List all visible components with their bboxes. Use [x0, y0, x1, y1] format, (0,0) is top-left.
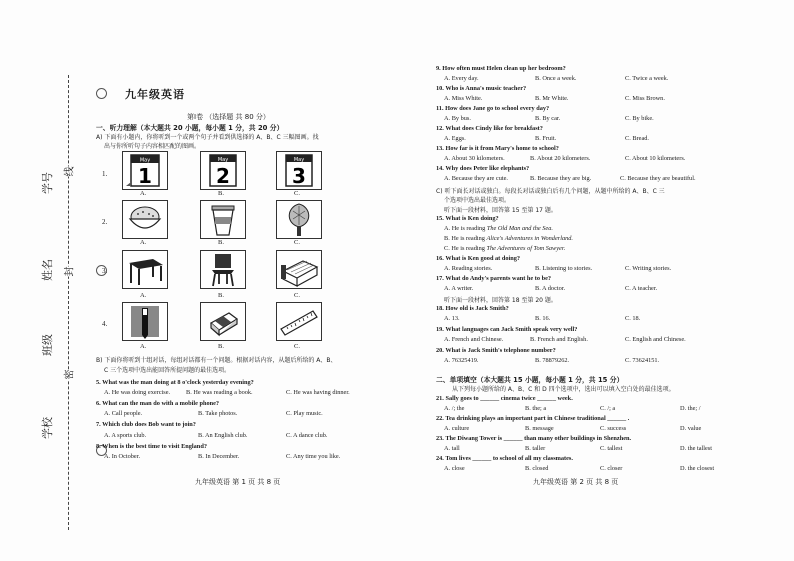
instruction-a-line2: 出与你所听句子内容相匹配的图画。	[104, 143, 201, 150]
calendar-may-1-picture	[122, 151, 168, 190]
q15-option-a: A. He is reading The Old Man and the Sea.	[444, 225, 553, 232]
q23-option-a: A. tall	[444, 445, 460, 452]
question-8: 8. When is the best time to visit England?	[96, 443, 207, 450]
picture-row-number: 3.	[102, 267, 108, 275]
option-b-label: B.	[218, 190, 224, 197]
question-16: 16. What is Ken good at doing?	[436, 255, 521, 262]
listening-heading: 一、听力理解（本大题共 20 小题，每小题 1 分，共 20 分）	[96, 124, 284, 132]
q23-option-d: D. the tallest	[680, 445, 713, 452]
single-choice-heading: 二、单项填空（本大题共 15 小题，每小题 1 分，共 15 分）	[436, 376, 624, 384]
table-picture	[122, 250, 168, 289]
q14-option-b: B. Because they are big.	[530, 175, 592, 182]
instruction-b-line1: B) 下面你将听到十组对话，每组对话都有一个问题。根据对话内容，从题后所给的 A、B、	[96, 357, 337, 364]
option-b-label: B.	[218, 343, 224, 350]
q19-option-a: A. French and Chinese.	[444, 336, 504, 343]
calendar-month: May	[293, 157, 305, 163]
q9-option-c: C. Twice a week.	[625, 75, 669, 82]
q7-option-a: A. A sports club.	[104, 432, 147, 439]
q8-option-a: A. In October.	[104, 453, 141, 460]
eraser-picture	[200, 302, 246, 341]
q15-option-b: B. He is reading Alice's Adventures in Wonderland.	[444, 235, 573, 242]
exam-title: 九年级英语	[125, 88, 185, 101]
option-c-label: C.	[294, 190, 300, 197]
q13-option-c: C. About 10 kilometers.	[625, 155, 686, 162]
q5-option-a: A. He was doing exercise.	[104, 389, 171, 396]
book-title: The Adventures of Tom Sawyer.	[486, 245, 566, 252]
class-label: 班级	[41, 334, 54, 356]
listening-material-1: 听下面一段材料，回答第 15 至第 17 题。	[444, 207, 557, 214]
listening-material-2: 听下面一段材料，回答第 18 至第 20 题。	[444, 297, 557, 304]
calendar-may-3-picture	[276, 151, 322, 190]
q10-option-a: A. Miss White.	[444, 95, 483, 102]
binding-dashed-line	[68, 75, 69, 530]
instruction-c-line1: C) 听下面长对话或独白。每段长对话或独白后有几个问题，从题中所给的 A、B、C 三	[436, 188, 665, 195]
q15-option-c: C. He is reading The Adventures of Tom Sawyer.	[444, 245, 566, 252]
q13-option-a: A. About 30 kilometers.	[444, 155, 505, 162]
question-12: 12. What does Cindy like for breakfast?	[436, 125, 543, 132]
question-20: 20. What is Jack Smith's telephone number?	[436, 347, 556, 354]
q9-option-b: B. Once a week.	[535, 75, 577, 82]
seal-word-xian: 密	[59, 370, 78, 380]
q21-option-b: B. the; a	[525, 405, 547, 412]
q24-option-d: D. the closest	[680, 465, 715, 472]
q22-option-c: C. success	[600, 425, 627, 432]
question-5: 5. What was the man doing at 8 o'clock yesterday evening?	[96, 379, 254, 386]
q11-option-c: C. By bike.	[625, 115, 654, 122]
q21-option-c: C. /; a	[600, 405, 616, 412]
question-23: 23. The Diwang Tower is ______ than many other buildings in Shenzhen.	[436, 435, 632, 442]
school-label: 学校	[41, 417, 54, 439]
calendar-day: 2	[216, 164, 230, 188]
q12-option-b: B. Fruit.	[535, 135, 557, 142]
q7-option-b: B. An English club.	[198, 432, 248, 439]
q6-option-c: C. Play music.	[286, 410, 323, 417]
option-a-label: A.	[140, 239, 147, 246]
student-name-label: 姓名	[41, 259, 54, 281]
q16-option-a: A. Reading stories.	[444, 265, 493, 272]
question-24: 24. Tom lives ______ to school of all my classmates.	[436, 455, 573, 462]
q23-option-b: B. taller	[525, 445, 546, 452]
q17-option-b: B. A doctor.	[535, 285, 566, 292]
question-7: 7. Which club does Bob want to join?	[96, 421, 196, 428]
question-10: 10. Who is Anna's music teacher?	[436, 85, 527, 92]
rice-bowl-picture	[122, 200, 168, 239]
option-b-label: B.	[218, 292, 224, 299]
chair-picture	[200, 250, 246, 289]
q11-option-b: B. By car.	[535, 115, 561, 122]
option-a-label: A.	[140, 190, 147, 197]
q18-option-a: A. 13.	[444, 315, 460, 322]
drink-cup-picture	[200, 200, 246, 239]
q10-option-b: B. Mr White.	[535, 95, 569, 102]
bed-picture	[276, 250, 322, 289]
q6-option-a: A. Call people.	[104, 410, 143, 417]
book-title: Alice's Adventures in Wonderland.	[486, 235, 573, 242]
option-b-label: B.	[218, 239, 224, 246]
q14-option-c: C. Because they are beautiful.	[620, 175, 696, 182]
q18-option-c: C. 18.	[625, 315, 641, 322]
instruction-b-line2: C 三个选项中选出能回答所提问题的最佳选项。	[104, 367, 231, 374]
q22-option-a: A. culture	[444, 425, 470, 432]
calendar-day: 1	[138, 164, 152, 188]
tree-picture	[276, 200, 322, 239]
q17-option-a: A. A writer.	[444, 285, 474, 292]
calendar-month: May	[139, 157, 151, 164]
question-15: 15. What is Ken doing?	[436, 215, 499, 222]
student-number-label: 学号	[41, 172, 54, 194]
ruler-picture	[276, 302, 322, 341]
binding-margin	[0, 0, 95, 561]
q8-option-c: C. Any time you like.	[286, 453, 341, 460]
q16-option-b: B. Listening to stories.	[535, 265, 593, 272]
q20-option-b: B. 78879262.	[535, 357, 570, 364]
q21-option-d: D. the; /	[680, 405, 701, 412]
q22-option-d: D. value	[680, 425, 702, 432]
calendar-day: 3	[292, 164, 306, 188]
single-choice-instruction: 从下列每小题所给的 A、B、C 和 D 四个选项中，选出可以填入空白处的最佳选项。	[452, 386, 675, 393]
q24-option-a: A. close	[444, 465, 465, 472]
option-a-label: A.	[140, 292, 147, 299]
seal-word-feng: 封	[59, 267, 78, 277]
question-21: 21. Sally goes to ______ cinema twice ______ week.	[436, 395, 573, 402]
question-22: 22. Tea drinking plays an important part in Chinese traditional ______ .	[436, 415, 630, 422]
q12-option-a: A. Eggs.	[444, 135, 466, 142]
q5-option-c: C. He was having dinner.	[286, 389, 350, 396]
question-9: 9. How often must Helen clean up her bedroom?	[436, 65, 566, 72]
q20-option-a: A. 76325419.	[444, 357, 479, 364]
option-c-label: C.	[294, 343, 300, 350]
q10-option-c: C. Miss Brown.	[625, 95, 665, 102]
question-6: 6. What can the man do with a mobile phone?	[96, 400, 220, 407]
picture-row-number: 1.	[102, 170, 108, 178]
question-13: 13. How far is it from Mary's home to school?	[436, 145, 559, 152]
question-14: 14. Why does Peter like elephants?	[436, 165, 530, 172]
page-footer-left: 九年级英语 第 1 页 共 8 页	[195, 478, 281, 486]
q6-option-b: B. Take photos.	[198, 410, 238, 417]
q5-option-b: B. He was reading a book.	[186, 389, 253, 396]
instruction-c-line2: 个选项中选出最佳选项。	[444, 197, 511, 204]
q8-option-b: B. In December.	[198, 453, 240, 460]
calendar-month: May	[217, 157, 229, 163]
question-17: 17. What do Andy's parents want he to be?	[436, 275, 552, 282]
book-title: The Old Man and the Sea.	[486, 225, 553, 232]
q22-option-b: B. message	[525, 425, 554, 432]
q20-option-c: C. 73624151.	[625, 357, 660, 364]
picture-row-number: 4.	[102, 320, 108, 328]
q23-option-c: C. tallest	[600, 445, 623, 452]
q18-option-b: B. 16.	[535, 315, 551, 322]
option-c-label: C.	[294, 292, 300, 299]
seal-word-mi: 线	[59, 167, 78, 177]
page-footer-right: 九年级英语 第 2 页 共 8 页	[533, 478, 619, 486]
q12-option-c: C. Bread.	[625, 135, 649, 142]
question-18: 18. How old is Jack Smith?	[436, 305, 509, 312]
q14-option-a: A. Because they are cute.	[444, 175, 508, 182]
q16-option-c: C. Writing stories.	[625, 265, 672, 272]
part-one-heading: 第Ⅰ卷 （选择题 共 80 分）	[187, 113, 270, 121]
calendar-may-2-picture	[200, 151, 246, 190]
q24-option-b: B. closed	[525, 465, 549, 472]
q7-option-c: C. A dance club.	[286, 432, 328, 439]
option-c-label: C.	[294, 239, 300, 246]
q17-option-c: C. A teacher.	[625, 285, 658, 292]
q11-option-a: A. By bus.	[444, 115, 471, 122]
question-11: 11. How does Jane go to school every day?	[436, 105, 550, 112]
q19-option-c: C. English and Chinese.	[625, 336, 686, 343]
instruction-a-line1: A) 下面有小题内，你将听到一个或两个句子并看到供选择的 A、B、C 三幅图画。找	[96, 134, 319, 141]
q24-option-c: C. closer	[600, 465, 623, 472]
pen-picture	[122, 302, 168, 341]
q21-option-a: A. /; the	[444, 405, 465, 412]
question-19: 19. What languages can Jack Smith speak very well?	[436, 326, 578, 333]
picture-row-number: 2.	[102, 218, 108, 226]
option-a-label: A.	[140, 343, 147, 350]
q13-option-b: B. About 20 kilometers.	[530, 155, 591, 162]
q19-option-b: B. French and English.	[530, 336, 588, 343]
binding-hole	[96, 88, 107, 99]
q9-option-a: A. Every day.	[444, 75, 479, 82]
